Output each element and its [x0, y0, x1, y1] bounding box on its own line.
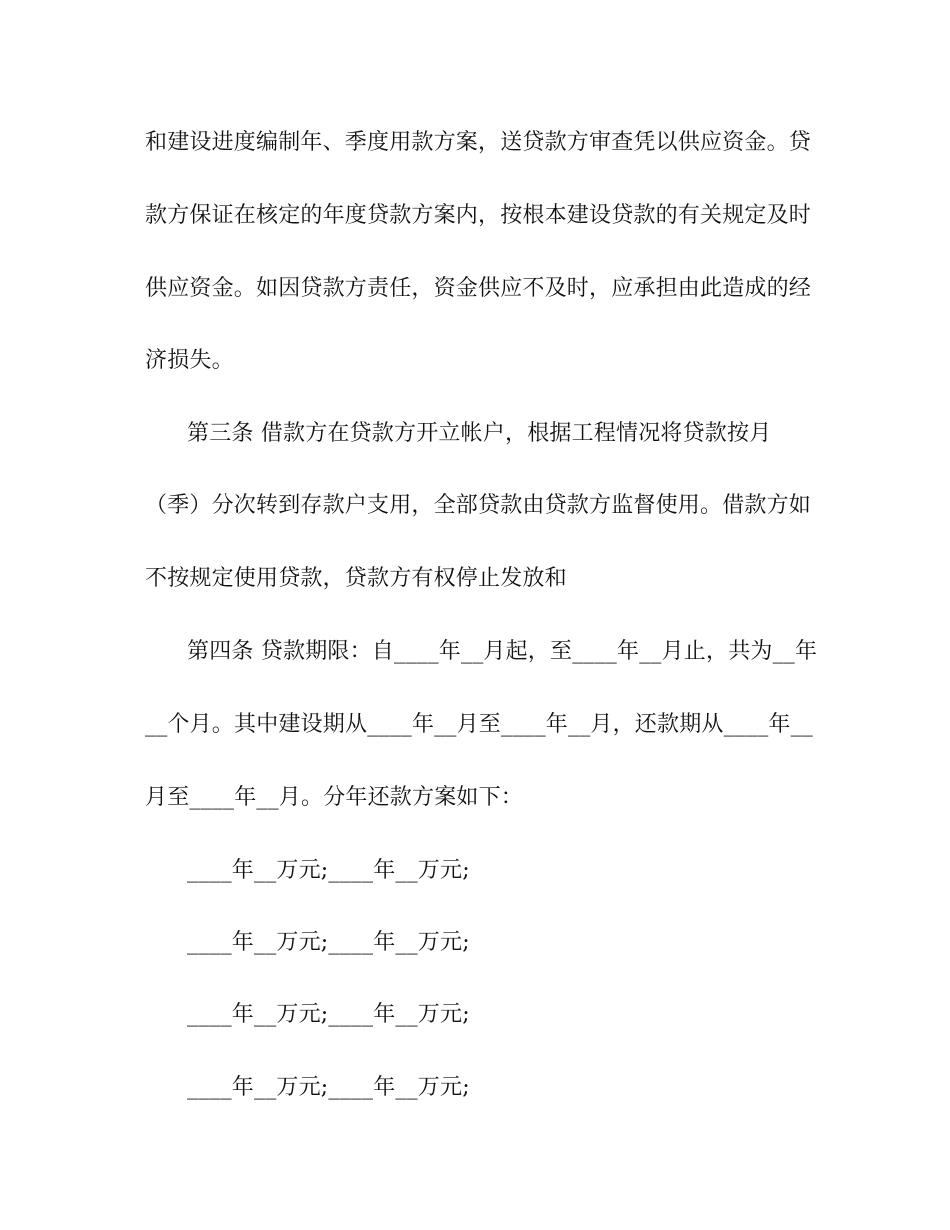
paragraph-line: 济损失。: [145, 348, 234, 373]
paragraph-line: 和建设进度编制年、季度用款方案，送贷款方审查凭以供应资金。贷: [145, 130, 812, 155]
paragraph-line: 款方保证在核定的年度贷款方案内，按根本建设贷款的有关规定及时: [145, 203, 812, 228]
repayment-schedule-line: ____年__万元;____年__万元;: [187, 930, 470, 955]
article-4-heading-line: 第四条 贷款期限：自____年__月起，至____年__月止，共为__年: [187, 639, 818, 664]
paragraph-line: __个月。其中建设期从____年__月至____年__月，还款期从____年__: [145, 712, 814, 737]
repayment-schedule-line: ____年__万元;____年__万元;: [187, 1002, 470, 1027]
repayment-schedule-line: ____年__万元;____年__万元;: [187, 858, 470, 883]
paragraph-line: 不按规定使用贷款，贷款方有权停止发放和: [145, 566, 567, 591]
paragraph-line: （季）分次转到存款户支用，全部贷款由贷款方监督使用。借款方如: [145, 493, 812, 518]
repayment-schedule-line: ____年__万元;____年__万元;: [187, 1075, 470, 1100]
paragraph-line: 月至____年__月。分年还款方案如下：: [145, 785, 524, 810]
paragraph-line: 供应资金。如因贷款方责任，资金供应不及时，应承担由此造成的经: [145, 276, 812, 301]
article-3-heading-line: 第三条 借款方在贷款方开立帐户，根据工程情况将贷款按月: [187, 421, 772, 446]
